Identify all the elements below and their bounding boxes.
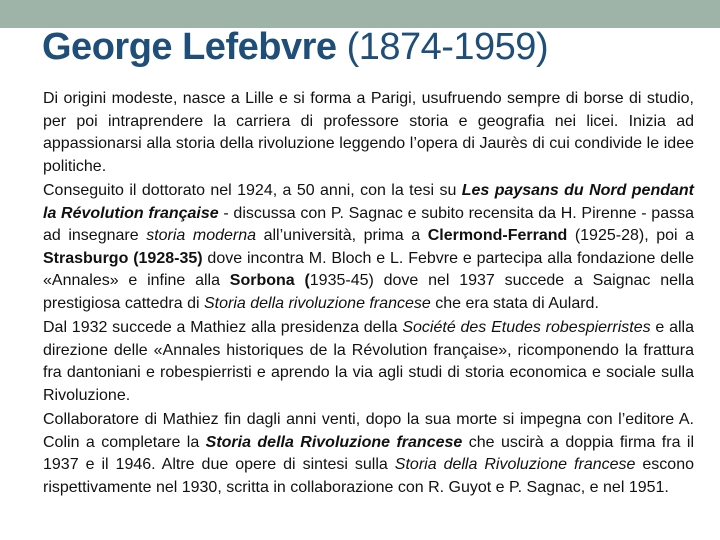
text-run: Di origini modeste, nasce a Lille e si forma a Parigi, usufruendo sempre di borse di studio, per poi intraprendere la carriera di professore storia e geografia nei licei. Inizia ad appassionarsi alla storia della rivoluzione leggendo l’opera di Jaurès di cui condivide le idee politiche.	[43, 90, 694, 175]
text-run: dove incontra M. Bloch e L. Febvre e partecipa alla fondazione delle «Annales» e infine alla	[43, 249, 694, 289]
body-paragraph	[43, 180, 694, 315]
text-run: Storia della Rivoluzione francese	[205, 433, 463, 451]
text-run: che uscirà a doppia firma fra il 1937 e il 1946. Altre due opere di sintesi sulla	[43, 433, 695, 473]
body-paragraph	[43, 317, 694, 407]
text-run: Sorbona (	[229, 272, 310, 289]
text-run: escono rispettivamente nel 1930, scritta in collaborazione con R. Guyot e P. Sagnac, e nel 1951.	[43, 456, 694, 496]
title-dates: (1874-1959)	[346, 26, 549, 68]
text-run: Collaboratore di Mathiez fin dagli anni venti, dopo la sua morte si impegna con l’editore A. Colin a completare la	[43, 411, 694, 451]
body-paragraph	[43, 409, 694, 499]
text-run: - discussa con P. Sagnac e subito recensita da H. Pirenne - passa ad insegnare	[43, 204, 695, 244]
text-run: Société des Etudes robespierristes	[402, 319, 651, 336]
slide-title	[42, 26, 548, 69]
body-paragraph	[43, 88, 694, 178]
top-decorative-band	[0, 0, 720, 28]
text-run: Storia della Rivoluzione francese	[394, 456, 636, 473]
text-run: (1925-28), poi a	[567, 227, 695, 244]
text-run: Les paysans du Nord pendant la Révolution française	[43, 182, 694, 222]
text-run: 1935-45) dove nel 1937 succede a Saignac nella prestigiosa cattedra di	[43, 272, 695, 312]
text-run: Storia della rivoluzione francese	[203, 294, 431, 312]
text-run: storia moderna	[146, 227, 257, 244]
text-run: Clermond-Ferrand	[427, 227, 568, 244]
text-run: all’università, prima a	[256, 227, 428, 244]
text-run: che era stata di Aulard.	[430, 294, 599, 312]
text-run: Dal 1932 succede a Mathiez alla presidenza della	[43, 319, 403, 336]
text-run: Strasburgo (1928-35)	[43, 249, 203, 267]
text-run: e alla direzione delle «Annales historiques de la Révolution française», ricomponendo la frattura fra dantoniani e robespierristi e aprendo la via agli studi di storia economica e sociale sulla Rivoluzione.	[43, 319, 694, 404]
title-name: George Lefebvre	[42, 26, 337, 68]
slide-body	[43, 88, 694, 499]
text-run: Conseguito il dottorato nel 1924, a 50 anni, con la tesi su	[43, 182, 462, 199]
